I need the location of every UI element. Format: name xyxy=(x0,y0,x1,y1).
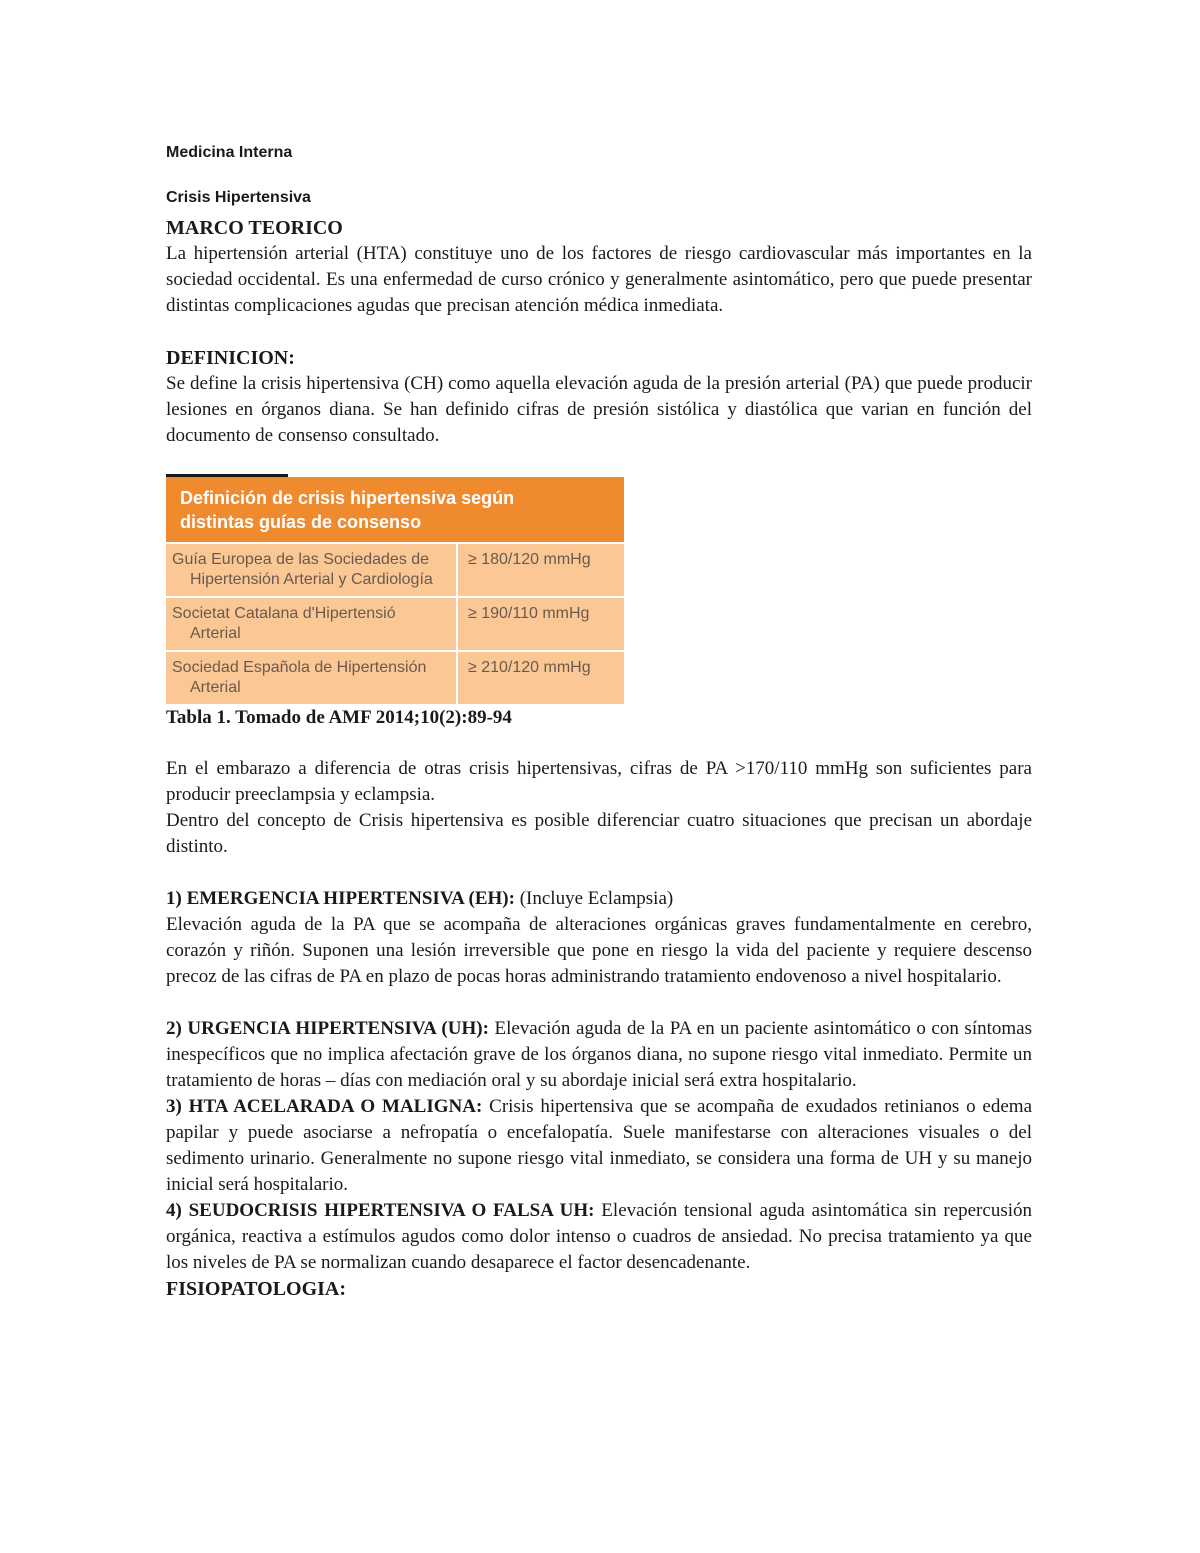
item-text: Elevación tensional aguda asintomática sin repercusión orgánica, reactiva a estímulos agudos como dolor intenso o cuadros de ansiedad. No precisa tratamiento ya que los niveles de PA se normalizan cuando desaparece el factor desencadenante. xyxy=(166,1200,1032,1273)
subject-heading: Medicina Interna xyxy=(166,144,293,161)
threshold-cell: ≥ 180/120 mmHg xyxy=(457,543,624,597)
guide-name-line1: Guía Europea de las Sociedades de xyxy=(172,551,430,568)
item-text: Crisis hipertensiva que se acompaña de exudados retinianos o edema papilar y puede asociarse a nefropatía o encefalopatía. Suele manifestarse con alteraciones visuales o del sedimento urinario. Generalmente no supone riesgo vital inmediato, se considera una forma de UH y su manejo inicial será hospitalario. xyxy=(166,1096,1033,1195)
marco-paragraph: La hipertensión arterial (HTA) constituye uno de los factores de riesgo cardiovascular más importantes en la sociedad occidental. Es una enfermedad de curso crónico y generalmente asintomático, pero que puede presentar distintas complicaciones agudas que precisan atención médica inmediata. xyxy=(166,243,1032,316)
table-title xyxy=(166,477,624,543)
guide-cell xyxy=(166,597,457,651)
table-row xyxy=(166,543,624,597)
item-emergencia-text: Elevación aguda de la PA que se acompaña de alteraciones orgánicas graves fundamentalmente en cerebro, corazón y riñón. Suponen una lesión irreversible que pone en riesgo la vida del paciente y requiere descenso precoz de las cifras de PA en plazo de pocas horas administrando tratamiento endovenoso a nivel hospitalario. xyxy=(166,914,1032,987)
item-text: Elevación aguda de la PA en un paciente asintomático o con síntomas inespecíficos que no implica afectación grave de los órganos diana, no supone riesgo vital inmediato. Permite un tratamiento de horas – días con mediación oral y su abordaje inicial será extra hospitalario. xyxy=(166,1018,1032,1091)
item-seudocrisis xyxy=(166,1198,1032,1276)
table-title-line1: Definición de crisis hipertensiva según xyxy=(180,488,515,508)
definicion-paragraph: Se define la crisis hipertensiva (CH) como aquella elevación aguda de la presión arterial (PA) que puede producir lesiones en órganos diana. Se han definido cifras de presión sistólica y diastólica que varian en función del documento de consenso consultado. xyxy=(166,373,1032,446)
item-title: 4) SEUDOCRISIS HIPERTENSIVA O FALSA UH: xyxy=(166,1200,595,1221)
item-emergencia xyxy=(166,886,1032,912)
topic-heading: Crisis Hipertensiva xyxy=(166,189,311,206)
definicion-heading: DEFINICION: xyxy=(166,347,295,369)
fisiopatologia-heading: FISIOPATOLOGIA: xyxy=(166,1278,347,1300)
guide-name-line1: Societat Catalana d'Hipertensió xyxy=(172,605,396,622)
item-urgencia xyxy=(166,1016,1032,1094)
guide-name-line1: Sociedad Española de Hipertensión xyxy=(172,659,427,676)
item-inline-note: (Incluye Eclampsia) xyxy=(514,888,674,909)
item-title: 2) URGENCIA HIPERTENSIVA (UH): xyxy=(166,1018,489,1039)
item-maligna xyxy=(166,1094,1032,1198)
consensus-table-figure xyxy=(166,474,624,704)
table-caption: Tabla 1. Tomado de AMF 2014;10(2):89-94 xyxy=(166,707,512,728)
threshold-cell: ≥ 210/120 mmHg xyxy=(457,651,624,704)
concepto-paragraph: Dentro del concepto de Crisis hipertensiva es posible diferenciar cuatro situaciones que precisan un abordaje distinto. xyxy=(166,810,1032,857)
guide-cell xyxy=(166,543,457,597)
item-title: 1) EMERGENCIA HIPERTENSIVA (EH): xyxy=(166,888,515,909)
guide-name-line2: Hipertensión Arterial y Cardiología xyxy=(190,571,433,588)
guide-cell xyxy=(166,651,457,704)
document-page xyxy=(166,142,1032,1302)
consensus-table xyxy=(166,477,624,704)
table-title-line2: distintas guías de consenso xyxy=(180,512,422,532)
embarazo-paragraph: En el embarazo a diferencia de otras crisis hipertensivas, cifras de PA >170/110 mmHg son suficientes para producir preeclampsia y eclampsia. xyxy=(166,758,1032,805)
table-row xyxy=(166,651,624,704)
marco-heading: MARCO TEORICO xyxy=(166,217,343,239)
guide-name-line2: Arterial xyxy=(190,625,241,642)
guide-name-line2: Arterial xyxy=(190,679,241,696)
table-row xyxy=(166,597,624,651)
item-title: 3) HTA ACELARADA O MALIGNA: xyxy=(166,1096,483,1117)
threshold-cell: ≥ 190/110 mmHg xyxy=(457,597,624,651)
